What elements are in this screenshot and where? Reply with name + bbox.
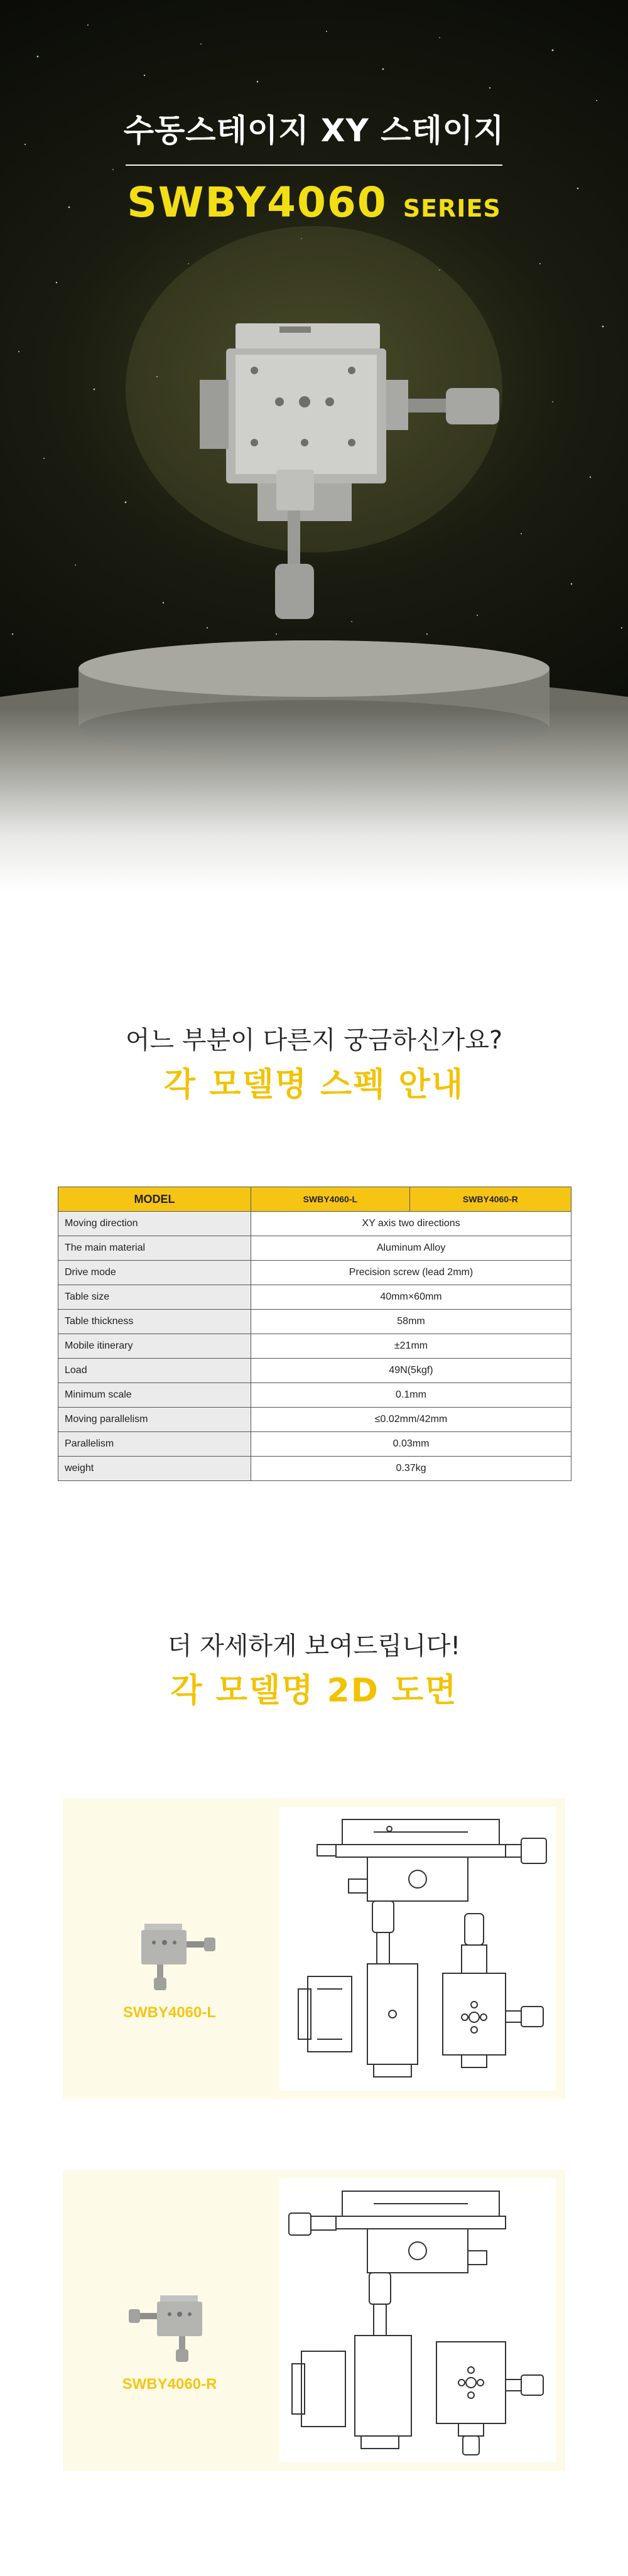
hero-model-number: SWBY4060 — [127, 178, 387, 227]
spec-value: ±21mm — [251, 1334, 571, 1359]
table-row — [58, 1383, 571, 1408]
spec-label: Moving parallelism — [58, 1408, 251, 1432]
hero-divider — [126, 164, 502, 166]
hero-title: 수동스테이지 XY 스테이지 — [123, 112, 505, 149]
table-row — [58, 1236, 571, 1261]
hero-fade — [0, 709, 628, 892]
spec-label: The main material — [58, 1236, 251, 1261]
spec-label: Table size — [58, 1285, 251, 1310]
table-row — [58, 1457, 571, 1481]
spec-label: Parallelism — [58, 1432, 251, 1457]
spec-value: 40mm×60mm — [251, 1285, 571, 1310]
hero-banner — [0, 0, 628, 892]
spec-heading: 각 모델명 스펙 안내 — [163, 1066, 465, 1104]
table-row — [58, 1408, 571, 1432]
table-row — [58, 1310, 571, 1334]
hero-model — [0, 178, 628, 227]
spec-value: 0.37kg — [251, 1457, 571, 1481]
spec-value: ≤0.02mm/42mm — [251, 1408, 571, 1432]
spec-label: Moving direction — [58, 1212, 251, 1236]
panel-model-name: SWBY4060-L — [122, 2004, 217, 2021]
spec-subtitle: 어느 부분이 다른지 궁금하신가요? — [125, 1026, 503, 1055]
cad-drawing-l — [279, 1807, 556, 2091]
product-thumb-l — [126, 1917, 220, 1993]
spec-label: Load — [58, 1359, 251, 1383]
spec-header-model: MODEL — [58, 1187, 251, 1212]
panel-model-name: SWBY4060-R — [122, 2376, 217, 2393]
drawing-subtitle: 더 자세하게 보여드립니다! — [167, 1632, 461, 1661]
spec-label: Minimum scale — [58, 1383, 251, 1408]
drawing-panel-r — [63, 2170, 565, 2471]
table-row — [58, 1432, 571, 1457]
table-row — [58, 1285, 571, 1310]
spec-label: Mobile itinerary — [58, 1334, 251, 1359]
spec-label: weight — [58, 1457, 251, 1481]
table-row — [58, 1334, 571, 1359]
spec-value: 0.1mm — [251, 1383, 571, 1408]
spec-table — [58, 1187, 571, 1481]
table-row — [58, 1212, 571, 1236]
spec-label: Drive mode — [58, 1261, 251, 1285]
spec-value: 58mm — [251, 1310, 571, 1334]
hero-series-label: SERIES — [403, 195, 501, 222]
spec-value: Aluminum Alloy — [251, 1236, 571, 1261]
spec-value: 0.03mm — [251, 1432, 571, 1457]
table-row — [58, 1261, 571, 1285]
table-row — [58, 1359, 571, 1383]
product-thumb-r — [126, 2289, 220, 2364]
spec-value: 49N(5kgf) — [251, 1359, 571, 1383]
spec-label: Table thickness — [58, 1310, 251, 1334]
spec-header-row — [58, 1187, 571, 1212]
spec-header-col-l: SWBY4060-L — [251, 1187, 410, 1212]
drawing-panel-l — [63, 1798, 565, 2099]
spec-value: XY axis two directions — [251, 1212, 571, 1236]
cad-drawing-r — [279, 2179, 556, 2462]
spec-value: Precision screw (lead 2mm) — [251, 1261, 571, 1285]
drawing-heading: 각 모델명 2D 도면 — [170, 1672, 458, 1710]
spec-header-col-r: SWBY4060-R — [409, 1187, 571, 1212]
